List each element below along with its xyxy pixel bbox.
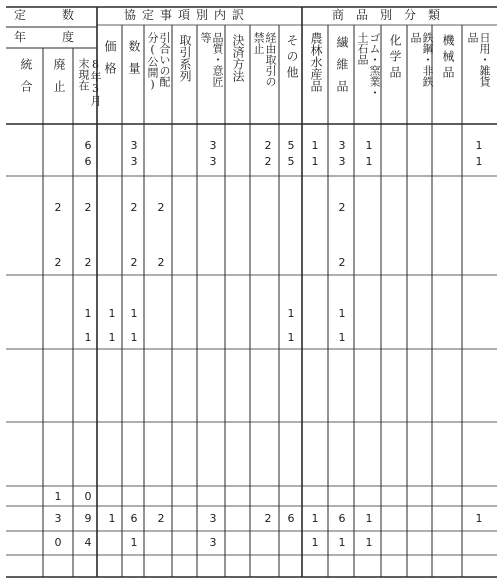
r8-gomu: 1 — [365, 536, 373, 549]
tekko-header — [409, 32, 433, 87]
r0-nichiyo: 1 — [475, 139, 483, 152]
r5-seni: 1 — [338, 331, 346, 344]
haibun-header-line1: 引合いの配 — [158, 32, 171, 87]
r5-sonota: 1 — [287, 331, 295, 344]
r1-genzai: 6 — [84, 155, 92, 168]
teisu-header: 定 数 — [14, 8, 87, 22]
r3-genzai: 2 — [84, 256, 92, 269]
r8-seni: 1 — [338, 536, 346, 549]
r7-sonota: 6 — [287, 512, 295, 525]
r1-nichiyo: 1 — [475, 155, 483, 168]
hinshitsu-header — [199, 32, 223, 87]
r1-suryo: 3 — [130, 155, 138, 168]
r7-keiyu: 2 — [264, 512, 272, 525]
gomu-header — [356, 32, 380, 98]
r1-sonota: 5 — [287, 155, 295, 168]
tekko-header-line2: 品 — [409, 32, 422, 43]
r7-gomu: 1 — [365, 512, 373, 525]
r2-haibun: 2 — [157, 201, 165, 214]
r4-kakaku: 1 — [108, 307, 116, 320]
r5-suryo: 1 — [130, 331, 138, 344]
suryo-header: 数量 — [127, 40, 141, 84]
r8-norin: 1 — [311, 536, 319, 549]
r1-seni: 3 — [338, 155, 346, 168]
r1-keiyu: 2 — [264, 155, 272, 168]
sonota-header: その他 — [285, 34, 299, 82]
nichiyo-header-line2: 品 — [466, 32, 479, 43]
nendo-header: 年 度 — [14, 30, 87, 44]
r1-hinshitsu: 3 — [209, 155, 217, 168]
r7-suryo: 6 — [130, 512, 138, 525]
r8-hinshitsu: 3 — [209, 536, 217, 549]
r7-haishi: 3 — [54, 512, 62, 525]
r0-seni: 3 — [338, 139, 346, 152]
kessai-hoho-header: 決済方法 — [231, 34, 245, 82]
nichiyo-header-line1: 日用・雑貨 — [478, 32, 491, 87]
r7-hinshitsu: 3 — [209, 512, 217, 525]
r0-suryo: 3 — [130, 139, 138, 152]
r0-keiyu: 2 — [264, 139, 272, 152]
r0-norin: 1 — [311, 139, 319, 152]
r2-haishi: 2 — [54, 201, 62, 214]
r3-suryo: 2 — [130, 256, 138, 269]
r0-sonota: 5 — [287, 139, 295, 152]
r8-suryo: 1 — [130, 536, 138, 549]
r8-haishi: 0 — [54, 536, 62, 549]
r3-haibun: 2 — [157, 256, 165, 269]
haishi-header: 廃止 — [52, 58, 66, 102]
kikai-header: 機械品 — [441, 34, 455, 82]
r4-suryo: 1 — [130, 307, 138, 320]
tekko-header-line1: 鉄鋼・非鉄 — [421, 32, 434, 87]
shohin-bunrui-header: 商品別分類 — [332, 8, 453, 22]
r7-kakaku: 1 — [108, 512, 116, 525]
r3-haishi: 2 — [54, 256, 62, 269]
r6-genzai: 0 — [84, 490, 92, 503]
gomu-header-line1: ゴム・窯業・ — [368, 32, 381, 98]
r1-norin: 1 — [311, 155, 319, 168]
torihiki-keiretsu-header: 取引系列 — [178, 34, 192, 82]
genzai-header-line1: 8年3月 — [89, 58, 102, 106]
gomu-header-line2: 土石品 — [356, 32, 369, 65]
nichiyo-header — [466, 32, 490, 87]
r3-seni: 2 — [338, 256, 346, 269]
r7-seni: 6 — [338, 512, 346, 525]
r0-gomu: 1 — [365, 139, 373, 152]
r2-suryo: 2 — [130, 201, 138, 214]
kagaku-header: 化学品 — [388, 34, 402, 82]
r7-haibun: 2 — [157, 512, 165, 525]
r5-kakaku: 1 — [108, 331, 116, 344]
norin-header: 農林水産品 — [309, 32, 323, 92]
haibun-header — [146, 32, 170, 91]
genzai-header — [77, 58, 101, 106]
r4-seni: 1 — [338, 307, 346, 320]
r2-genzai: 2 — [84, 201, 92, 214]
haibun-header-line2: 分(公開) — [146, 32, 159, 91]
r4-genzai: 1 — [84, 307, 92, 320]
keiyu-torihiki-header — [252, 32, 276, 87]
hinshitsu-header-line1: 品質・意匠 — [211, 32, 224, 87]
r5-genzai: 1 — [84, 331, 92, 344]
r0-hinshitsu: 3 — [209, 139, 217, 152]
r7-nichiyo: 1 — [475, 512, 483, 525]
togo-header: 統合 — [19, 58, 33, 102]
hinshitsu-header-line2: 等 — [199, 32, 212, 43]
kyotei-jiko-header: 協定事項別内訳 — [124, 8, 251, 22]
r4-sonota: 1 — [287, 307, 295, 320]
r2-seni: 2 — [338, 201, 346, 214]
r7-norin: 1 — [311, 512, 319, 525]
keiyu-header-line2: 禁止 — [252, 32, 265, 54]
r1-gomu: 1 — [365, 155, 373, 168]
keiyu-header-line1: 経由取引の — [264, 32, 277, 87]
r7-genzai: 9 — [84, 512, 92, 525]
genzai-header-line2: 末現在 — [77, 58, 90, 91]
kakaku-header: 価格 — [103, 40, 117, 84]
seni-header: 繊維品 — [335, 36, 349, 102]
r0-genzai: 6 — [84, 139, 92, 152]
r6-haishi: 1 — [54, 490, 62, 503]
r8-genzai: 4 — [84, 536, 92, 549]
